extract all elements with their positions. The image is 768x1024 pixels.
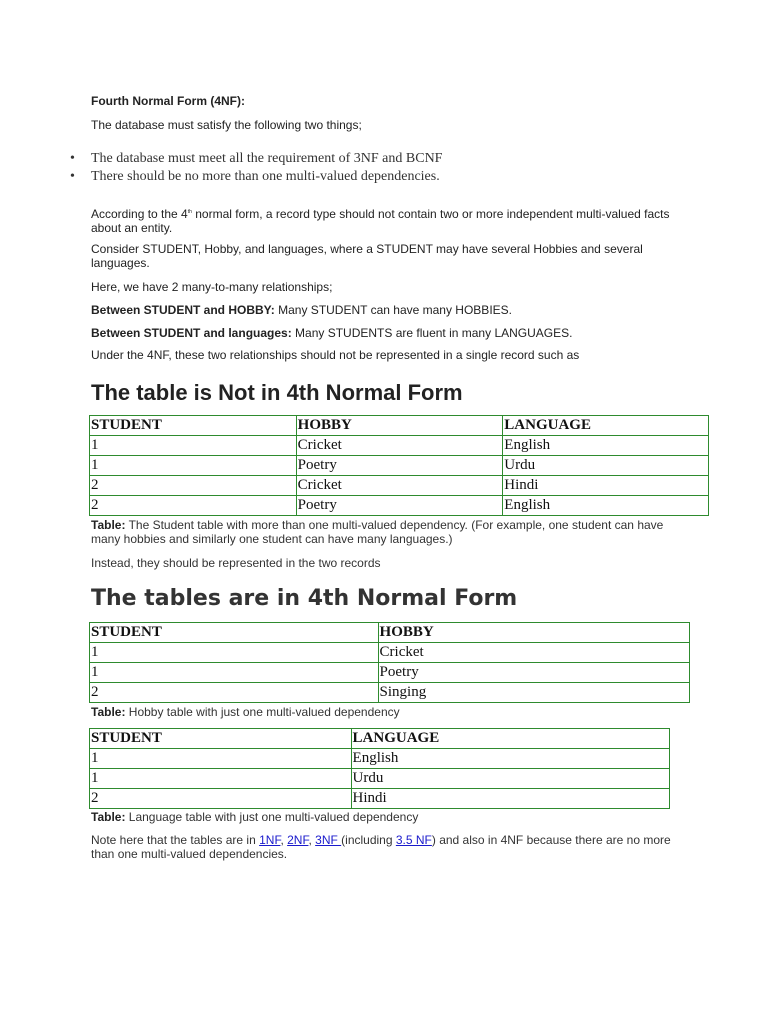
relationship-hobby: Between STUDENT and HOBBY: Many STUDENT can have many HOBBIES. bbox=[91, 303, 512, 317]
intro-text: The database must satisfy the following two things; bbox=[91, 118, 362, 132]
table-cell: Hindi bbox=[503, 476, 709, 496]
table-row bbox=[90, 436, 709, 456]
note-paragraph: Note here that the tables are in 1NF, 2NF, 3NF (including 3.5 NF) and also in 4NF because there are no more than one multi-valued dependencies. bbox=[91, 833, 671, 861]
table-cell: English bbox=[503, 436, 709, 456]
column-header-hobby: HOBBY bbox=[378, 623, 689, 643]
paragraph-consider: Consider STUDENT, Hobby, and languages, where a STUDENT may have several Hobbies and several languages. bbox=[91, 242, 643, 270]
title-not-4nf: The table is Not in 4th Normal Form bbox=[91, 380, 463, 405]
column-header-language: LANGUAGE bbox=[503, 416, 709, 436]
table-language bbox=[89, 728, 670, 809]
table-cell: Poetry bbox=[378, 663, 689, 683]
table-cell: 2 bbox=[90, 476, 297, 496]
table-cell: 1 bbox=[90, 456, 297, 476]
table-header-row bbox=[90, 416, 709, 436]
table-row bbox=[90, 683, 690, 703]
table-cell: Urdu bbox=[503, 456, 709, 476]
column-header-hobby: HOBBY bbox=[296, 416, 503, 436]
link-3nf[interactable]: 3NF bbox=[315, 833, 342, 847]
table-row bbox=[90, 456, 709, 476]
table-hobby bbox=[89, 622, 690, 703]
link-3-5nf[interactable]: 3.5 NF bbox=[395, 833, 432, 847]
table-row bbox=[90, 749, 670, 769]
bullet-icon: • bbox=[70, 151, 75, 166]
table-cell: English bbox=[503, 496, 709, 516]
paragraph-under-4nf: Under the 4NF, these two relationships should not be represented in a single record such as bbox=[91, 348, 580, 362]
table-cell: 1 bbox=[90, 663, 379, 683]
paragraph-instead: Instead, they should be represented in the two records bbox=[91, 556, 381, 570]
table-cell: Urdu bbox=[351, 769, 669, 789]
table-cell: Cricket bbox=[296, 476, 503, 496]
table-cell: 1 bbox=[90, 749, 352, 769]
relationship-languages: Between STUDENT and languages: Many STUDENTS are fluent in many LANGUAGES. bbox=[91, 326, 573, 340]
paragraph-4nf-definition: According to the 4th normal form, a record type should not contain two or more independent multi-valued facts about an entity. bbox=[91, 207, 670, 235]
table-row bbox=[90, 643, 690, 663]
table-cell: Poetry bbox=[296, 456, 503, 476]
column-header-language: LANGUAGE bbox=[351, 729, 669, 749]
table-caption: Table: The Student table with more than one multi-valued dependency. (For example, one student can have many hobbies and similarly one student can have many languages.) bbox=[91, 518, 664, 546]
table-cell: 1 bbox=[90, 769, 352, 789]
table-not-4nf bbox=[89, 415, 709, 516]
table-cell: Hindi bbox=[351, 789, 669, 809]
table-row bbox=[90, 476, 709, 496]
column-header-student: STUDENT bbox=[90, 729, 352, 749]
column-header-student: STUDENT bbox=[90, 416, 297, 436]
paragraph-relationships: Here, we have 2 many-to-many relationships; bbox=[91, 280, 333, 294]
table-cell: Cricket bbox=[296, 436, 503, 456]
table-header-row bbox=[90, 623, 690, 643]
table-cell: 1 bbox=[90, 643, 379, 663]
table-row bbox=[90, 789, 670, 809]
table-caption: Table: Hobby table with just one multi-valued dependency bbox=[91, 705, 400, 719]
table-cell: 2 bbox=[90, 789, 352, 809]
table-cell: 1 bbox=[90, 436, 297, 456]
table-caption: Table: Language table with just one multi-valued dependency bbox=[91, 810, 419, 824]
table-cell: 2 bbox=[90, 496, 297, 516]
table-header-row bbox=[90, 729, 670, 749]
column-header-student: STUDENT bbox=[90, 623, 379, 643]
section-heading: Fourth Normal Form (4NF): bbox=[91, 94, 245, 108]
bullet-item-2: • There should be no more than one multi-valued dependencies. bbox=[70, 169, 440, 184]
table-cell: Cricket bbox=[378, 643, 689, 663]
title-in-4nf: The tables are in 4th Normal Form bbox=[91, 586, 518, 611]
bullet-icon: • bbox=[70, 169, 75, 184]
link-1nf[interactable]: 1NF bbox=[259, 833, 281, 847]
table-cell: Poetry bbox=[296, 496, 503, 516]
table-row bbox=[90, 663, 690, 683]
table-cell: English bbox=[351, 749, 669, 769]
table-cell: Singing bbox=[378, 683, 689, 703]
table-cell: 2 bbox=[90, 683, 379, 703]
table-row bbox=[90, 496, 709, 516]
bullet-item-1: • The database must meet all the requirement of 3NF and BCNF bbox=[70, 151, 443, 166]
link-2nf[interactable]: 2NF bbox=[287, 833, 309, 847]
table-row bbox=[90, 769, 670, 789]
